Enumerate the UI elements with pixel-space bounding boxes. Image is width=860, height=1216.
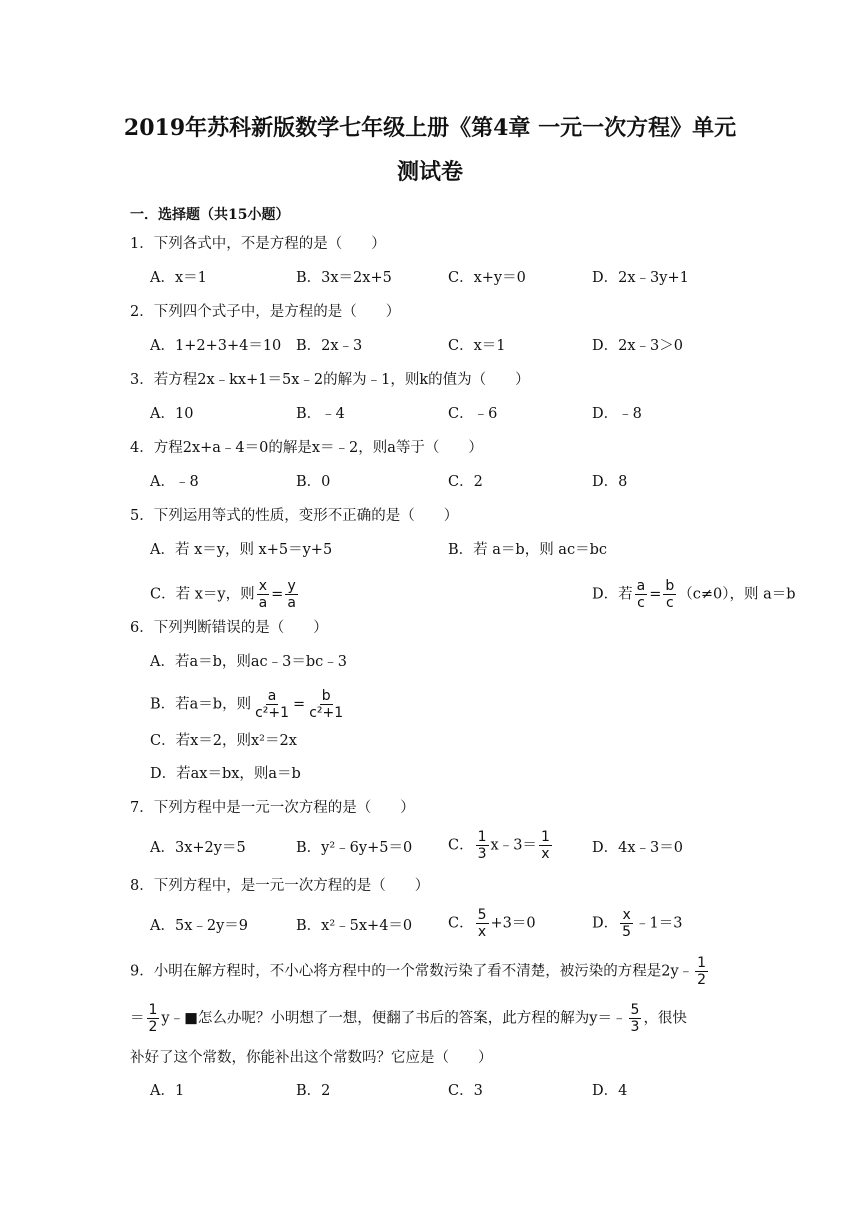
question-7-stem: 7．下列方程中是一元一次方程的是（ ） xyxy=(130,800,415,816)
fraction-a-over-c2p1: $\frac{a}{\text{c²+1}}$ xyxy=(255,688,290,721)
fraction-1-over-2-rhs: $\frac{1}{2}$ xyxy=(148,1002,158,1035)
question-5-option-b: B．若 a＝b，则 ac＝bc xyxy=(448,542,607,558)
document-title-continued: 测试卷 xyxy=(396,159,463,185)
fraction-1-over-x: $\frac{1}{x}$ xyxy=(540,829,550,862)
question-2-option-d: D．2x﹣3＞0 xyxy=(592,338,683,354)
question-9-stem-middle: y﹣■怎么办呢？小明想了一想，便翻了书后的答案，此方程的解为y＝﹣ xyxy=(161,1010,627,1027)
question-1-stem: 1．下列各式中，不是方程的是（ ） xyxy=(130,236,386,252)
question-9-option-b: B．2 xyxy=(296,1083,331,1099)
question-7-option-c xyxy=(448,829,554,862)
question-2-stem: 2．下列四个式子中，是方程的是（ ） xyxy=(130,304,401,320)
question-8-option-c xyxy=(448,907,536,940)
question-5-option-d: D．若 $\frac{a}{c}$ = $\frac{b}{c}$ （c≠0），则 a＝b xyxy=(592,578,796,611)
fraction-1-over-2: $\frac{1}{2}$ xyxy=(697,955,707,988)
question-5-option-a: A．若 x＝y，则 x+5＝y+5 xyxy=(150,542,333,558)
question-1-option-a: A．x＝1 xyxy=(150,270,207,286)
question-4-option-b: B．0 xyxy=(296,474,331,490)
fraction-5-over-3: $\frac{5}{3}$ xyxy=(630,1002,640,1035)
question-3-option-d: D．﹣8 xyxy=(592,406,642,422)
question-9-stem-line2 xyxy=(130,1002,687,1035)
fraction-y-over-a: $\frac{y}{a}$ xyxy=(287,578,296,611)
question-8-option-d-tail: ﹣1＝3 xyxy=(635,915,683,932)
question-9-stem-line3: 补好了这个常数，你能补出这个常数吗？它应是（ ） xyxy=(130,1050,493,1066)
question-2-option-a: A．1+2+3+4＝10 xyxy=(150,338,282,354)
question-2-option-c: C．x＝1 xyxy=(448,338,506,354)
fraction-b-over-c2p1: $\frac{b}{\text{c²+1}}$ xyxy=(309,688,344,721)
question-8-option-d-label: D． xyxy=(592,915,619,932)
question-9-stem-text: 9．小明在解方程时，不小心将方程中的一个常数污染了看不清楚，被污染的方程是2y﹣ xyxy=(130,963,694,980)
question-8-option-a: A．5x﹣2y＝9 xyxy=(150,918,249,934)
document-title: 2019年苏科新版数学七年级上册《第4章 一元一次方程》单元 xyxy=(123,115,737,141)
question-5-option-c-text: C．若 x＝y，则 xyxy=(150,586,255,603)
question-6-option-c: C．若x＝2，则x²＝2x xyxy=(150,733,297,749)
question-1-option-c: C．x+y＝0 xyxy=(448,270,526,286)
section-heading: 一．选择题（共15小题） xyxy=(130,207,290,223)
fraction-a-over-c: $\frac{a}{c}$ xyxy=(636,578,646,611)
question-3-option-b: B．﹣4 xyxy=(296,406,345,422)
question-9-stem-equals: ＝ xyxy=(130,1010,145,1027)
question-6-option-b-text: B．若a＝b，则 xyxy=(150,696,252,713)
question-9-option-d: D．4 xyxy=(592,1083,628,1099)
question-8-option-d xyxy=(592,907,683,940)
question-5-option-d-text: D．若 xyxy=(592,586,633,603)
question-9-stem-tail: ，很快 xyxy=(643,1010,687,1027)
question-8-option-b: B．x²﹣5x+4＝0 xyxy=(296,918,413,934)
question-9-stem-line1 xyxy=(130,955,710,988)
question-4-option-d: D．8 xyxy=(592,474,628,490)
question-4-option-c: C．2 xyxy=(448,474,483,490)
question-1-option-d: D．2x﹣3y+1 xyxy=(592,270,689,286)
question-8-option-c-label: C． xyxy=(448,915,474,932)
fraction-1-over-3: $\frac{1}{3}$ xyxy=(477,829,487,862)
question-6-option-d: D．若ax＝bx，则a＝b xyxy=(150,766,301,782)
question-1-option-b: B．3x＝2x+5 xyxy=(296,270,392,286)
question-3-stem: 3．若方程2x﹣kx+1＝5x﹣2的解为﹣1，则k的值为（ ） xyxy=(130,372,530,388)
question-5-stem: 5．下列运用等式的性质，变形不正确的是（ ） xyxy=(130,508,459,524)
question-8-stem: 8．下列方程中，是一元一次方程的是（ ） xyxy=(130,878,430,894)
question-9-option-c: C．3 xyxy=(448,1083,483,1099)
question-7-option-b: B．y²﹣6y+5＝0 xyxy=(296,840,413,856)
question-4-option-a: A．﹣8 xyxy=(150,474,199,490)
fraction-x-over-a: $\frac{x}{a}$ xyxy=(258,578,268,611)
question-6-stem: 6．下列判断错误的是（ ） xyxy=(130,620,328,636)
question-6-option-a: A．若a＝b，则ac﹣3＝bc﹣3 xyxy=(150,654,348,670)
question-3-option-c: C．﹣6 xyxy=(448,406,498,422)
question-2-option-b: B．2x﹣3 xyxy=(296,338,363,354)
question-3-option-a: A．10 xyxy=(150,406,194,422)
question-9-option-a: A．1 xyxy=(150,1083,185,1099)
question-7-option-d: D．4x﹣3＝0 xyxy=(592,840,683,856)
fraction-5-over-x: $\frac{5}{x}$ xyxy=(477,907,487,940)
question-7-option-a: A．3x+2y＝5 xyxy=(150,840,246,856)
question-7-option-c-mid: x﹣3＝ xyxy=(490,837,537,854)
fraction-b-over-c: $\frac{b}{c}$ xyxy=(665,578,675,611)
question-5-option-c: C．若 x＝y，则 $\frac{x}{a}$ = $\frac{y}{a}$ xyxy=(150,578,296,611)
question-5-option-d-tail: （c≠0），则 a＝b xyxy=(678,586,796,603)
fraction-x-over-5: $\frac{x}{5}$ xyxy=(622,907,632,940)
question-6-option-b: B．若a＝b，则 $\frac{a}{\text{c²+1}}$ = $\frac{b}{\text{c²+1}}$ xyxy=(150,688,344,721)
question-8-option-c-tail: +3＝0 xyxy=(490,915,536,932)
question-7-option-c-label: C． xyxy=(448,837,474,854)
question-4-stem: 4．方程2x+a﹣4＝0的解是x＝﹣2，则a等于（ ） xyxy=(130,440,483,456)
